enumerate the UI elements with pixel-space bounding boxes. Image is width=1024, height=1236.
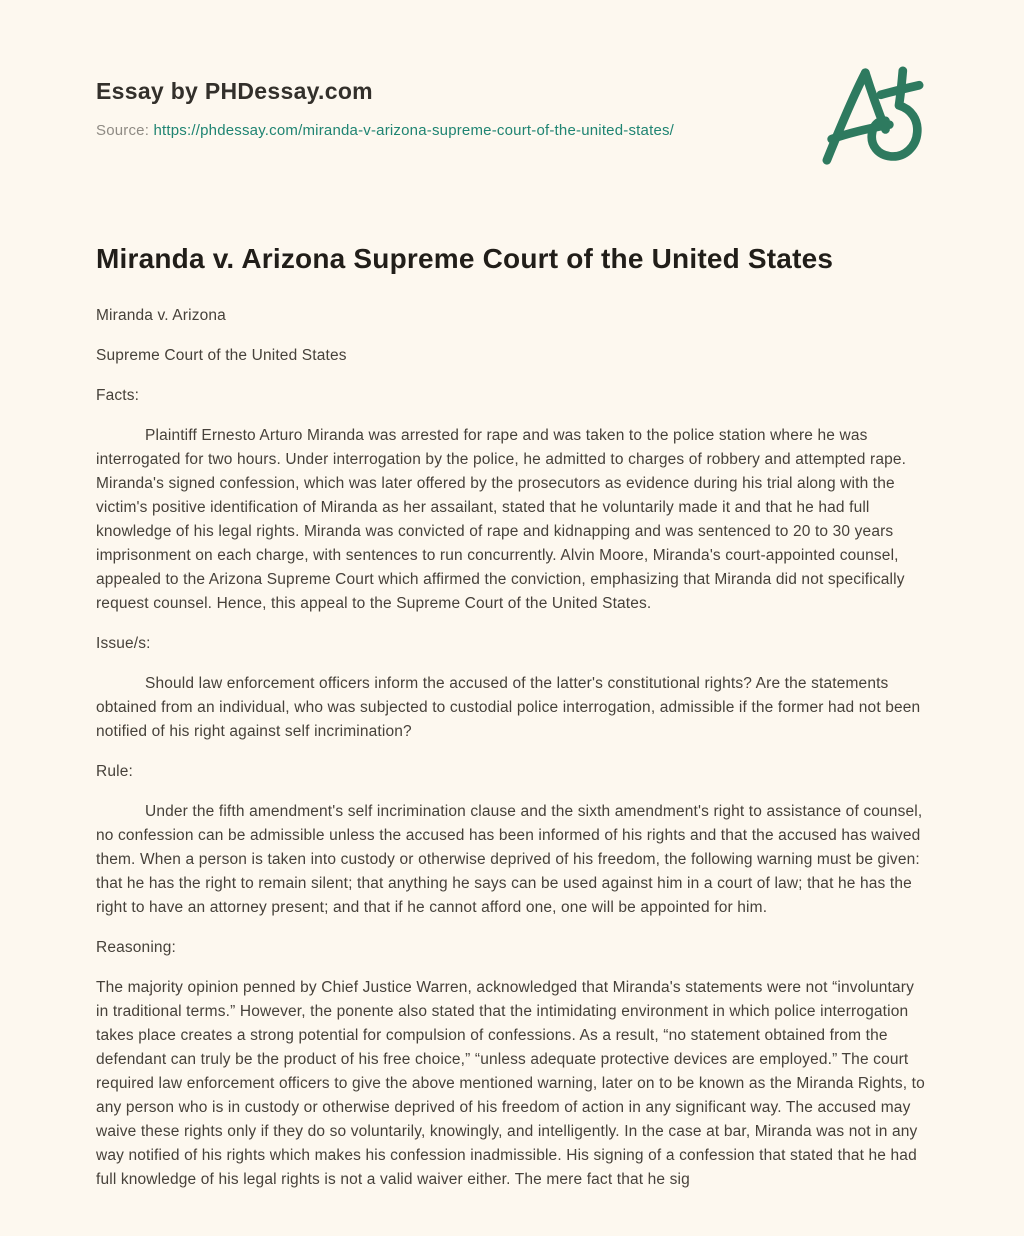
section-paragraph: Should law enforcement officers inform the accused of the latter's constitutional rights? Are the statements obtained from an individual, who was subjected to custodial police interrogation, admissible if the former had not been notified of his right against self incrimination? (96, 675, 921, 740)
site-title: Essay by PHDessay.com (96, 78, 373, 104)
section-label: Issue/s: (96, 635, 151, 652)
section-paragraph: The majority opinion penned by Chief Justice Warren, acknowledged that Miranda's statements were not “involuntary in traditional terms.” However, the ponente also stated that the intimidating environment in which police interrogation takes place creates a strong potential for compulsion of confessions. As a result, “no statement obtained from the defendant can truly be the product of his free choice,” “unless adequate protective devices are employed.” The court required law enforcement officers to give the above mentioned warning, later on to be known as the Miranda Rights, to any person who is in custody or otherwise deprived of his freedom of action in any significant way. The accused may waive these rights only if they do so voluntarily, knowingly, and intelligently. In the case at bar, Miranda was not in any way notified of his rights which makes his confession inadmissible. His signing of a confession that stated that he had full knowledge of his legal rights is not a valid waiver either. The mere fact that he sig (96, 979, 925, 1188)
document-title: Miranda v. Arizona Supreme Court of the United States (96, 243, 834, 274)
source-label: Source: (96, 122, 150, 139)
section-label: Facts: (96, 387, 140, 404)
header-text-block (96, 56, 674, 139)
section-label: Rule: (96, 763, 133, 780)
document-sections (96, 384, 928, 1192)
page-header (96, 56, 928, 171)
section-paragraph: Under the fifth amendment's self incrimination clause and the sixth amendment's right to assistance of counsel, no confession can be admissible unless the accused has been informed of his rights and that the accused has waived them. When a person is taken into custody or otherwise deprived of his freedom, the following warning must be given: that he has the right to remain silent; that anything he says can be used against him in a court of law; that he has the right to have an attorney present; and that if he cannot afford one, one will be appointed for him. (96, 803, 923, 916)
case-name: Miranda v. Arizona (96, 307, 226, 324)
section-paragraph: Plaintiff Ernesto Arturo Miranda was arrested for rape and was taken to the police station where he was interrogated for two hours. Under interrogation by the police, he admitted to charges of robbery and attempted rape. Miranda's signed confession, which was later offered by the prosecutors as evidence during his trial along with the victim's positive identification of Miranda as her assailant, stated that he voluntarily made it and that he had full knowledge of his legal rights. Miranda was convicted of rape and kidnapping and was sentenced to 20 to 30 years imprisonment on each charge, with sentences to run concurrently. Alvin Moore, Miranda's court-appointed counsel, appealed to the Arizona Supreme Court which affirmed the conviction, emphasizing that Miranda did not specifically request counsel. Hence, this appeal to the Supreme Court of the United States. (96, 427, 907, 612)
court-name: Supreme Court of the United States (96, 347, 347, 364)
source-url-link[interactable]: https://phdessay.com/miranda-v-arizona-supreme-court-of-the-united-states/ (153, 122, 675, 139)
phdessay-a-plus-logo-icon (820, 66, 926, 171)
section-label: Reasoning: (96, 939, 176, 956)
source-line (96, 122, 674, 139)
